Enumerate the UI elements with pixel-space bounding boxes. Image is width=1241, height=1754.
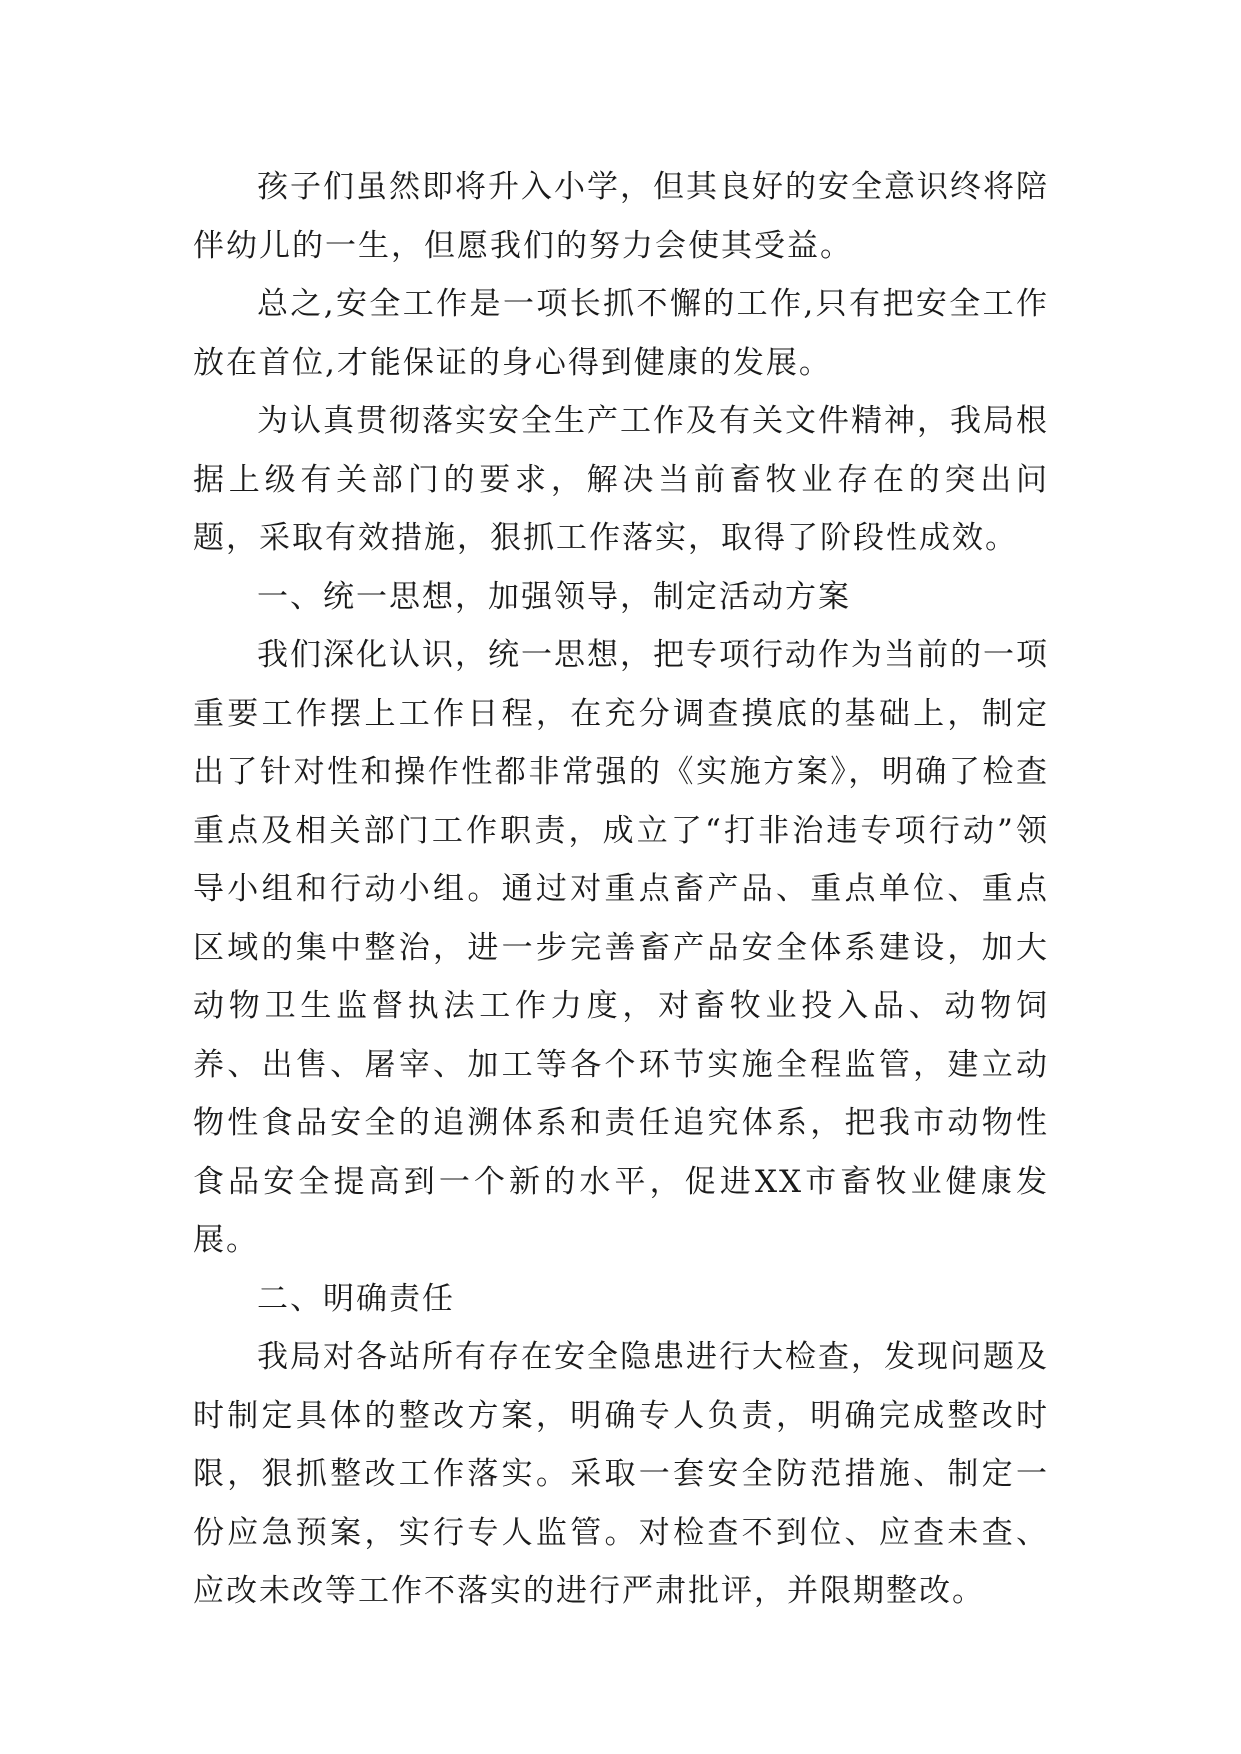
paragraph-summary: 总之,安全工作是一项长抓不懈的工作,只有把安全工作放在首位,才能保证的身心得到健康的发展。 <box>193 286 1049 381</box>
paragraph-intro: 为认真贯彻落实安全生产工作及有关文件精神，我局根据上级有关部门的要求，解决当前畜牧业存在的突出问题，采取有效措施，狠抓工作落实，取得了阶段性成效。 <box>193 403 1049 556</box>
paragraph-section-2: 我局对各站所有存在安全隐患进行大检查，发现问题及时制定具体的整改方案，明确专人负责，明确完成整改时限，狠抓整改工作落实。采取一套安全防范措施、制定一份应急预案，实行专人监管。对检查不到位、应查未查、应改未改等工作不落实的进行严肃批评，并限期整改。 <box>193 1339 1049 1609</box>
section-heading-1: 一、统一思想，加强领导，制定活动方案 <box>257 578 851 615</box>
paragraph-section-1: 我们深化认识，统一思想，把专项行动作为当前的一项重要工作摆上工作日程，在充分调查摸底的基础上，制定出了针对性和操作性都非常强的《实施方案》，明确了检查重点及相关部门工作职责，成立了“打非治违专项行动”领导小组和行动小组。通过对重点畜产品、重点单位、重点区域的集中整治，进一步完善畜产品安全体系建设，加大动物卫生监督执法工作力度，对畜牧业投入品、动物饲养、出售、屠宰、加工等各个环节实施全程监管，建立动物性食品安全的追溯体系和责任追究体系，把我市动物性食品安全提高到一个新的水平，促进XX市畜牧业健康发展。 <box>193 637 1049 1258</box>
section-heading-2: 二、明确责任 <box>257 1280 455 1317</box>
document-body <box>193 158 1049 1621</box>
paragraph-kindergarten-safety: 孩子们虽然即将升入小学，但其良好的安全意识终将陪伴幼儿的一生，但愿我们的努力会使其受益。 <box>193 169 1049 264</box>
